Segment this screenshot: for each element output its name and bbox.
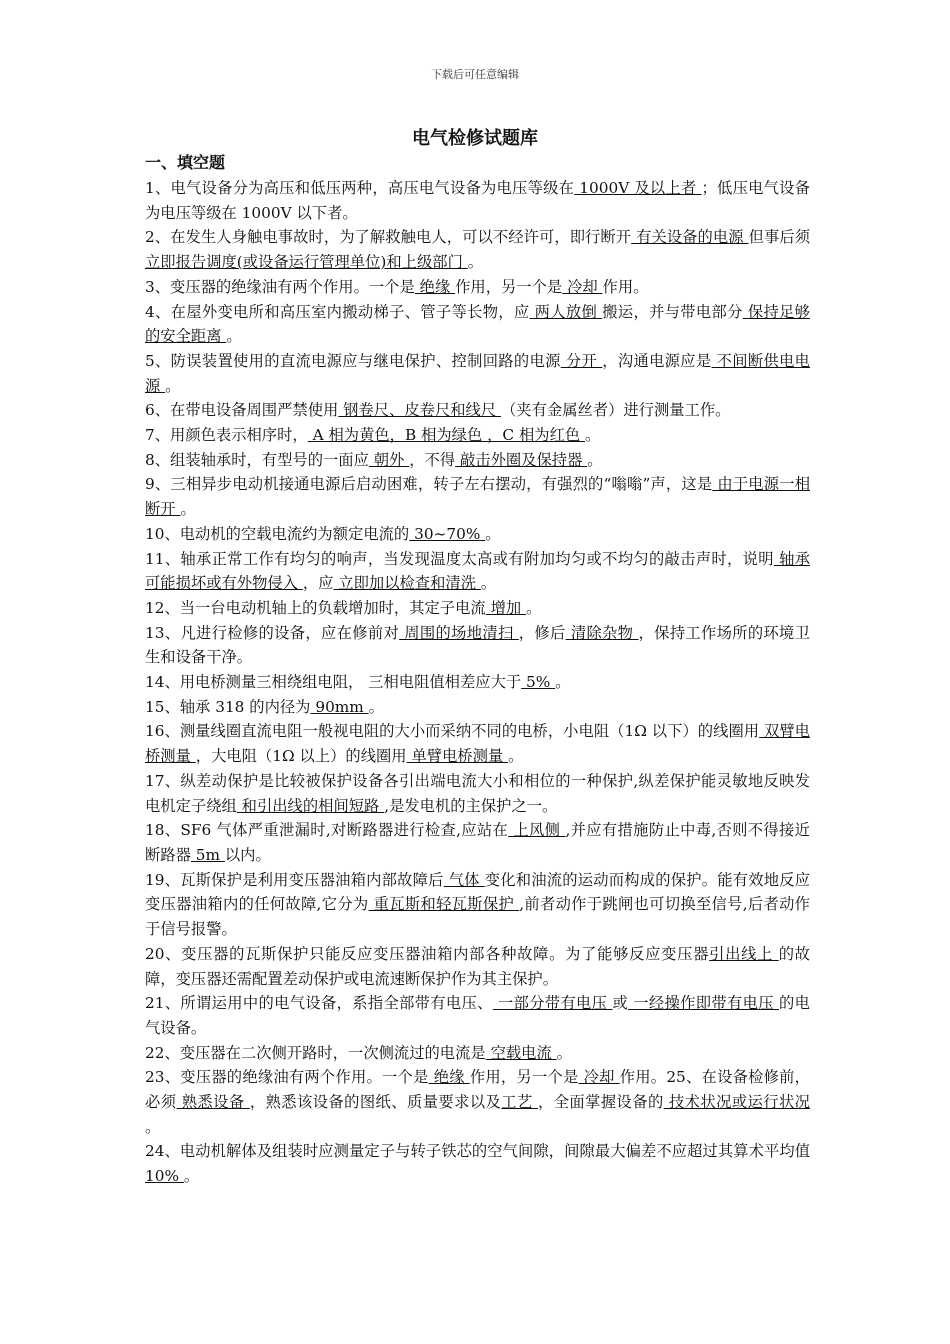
question-text: 14、用电桥测量三相绕组电阻， 三相电阻值相差应大于 [145,673,522,692]
question-text: 。 [585,426,601,445]
question-item [145,818,810,867]
question-text: 。 [368,697,384,716]
question-text: 的电气设备。 [145,994,810,1037]
question-text: ，大电阻（1Ω 以上）的线圈用 [195,747,407,766]
question-text: 作用，另一个是 [455,277,563,296]
answer-blank: 5m [190,845,225,864]
answer-blank: 气体 [443,870,485,889]
answer-blank: 1000V 及以上者 [574,179,702,197]
question-item [145,275,810,300]
answer-blank: 引出线上 [709,944,779,963]
section-heading: 一、填空题 [145,153,226,172]
question-text: 。 [467,253,484,272]
question-text: 20、变压器的瓦斯保护只能反应变压器油箱内部各种故障。为了能够反应变压器 [145,944,710,963]
question-text: 3、变压器的绝缘油有两个作用。一个是 [145,277,415,296]
question-text: 15、轴承 318 的内径为 [145,697,311,716]
answer-blank: 钢卷尺、皮卷尺和线尺 [338,401,501,420]
question-text: 。 [480,574,497,593]
question-text: 2、在发生人身触电事故时，为了解救触电人，可以不经许可，即行断开 [145,228,632,247]
answer-blank: 由于电源一相断开 [145,475,810,519]
question-text: 19、瓦斯保护是利用变压器油箱内部故障后 [145,870,444,889]
answer-blank: 工艺 [501,1093,538,1112]
question-text: 23、变压器的绝缘油有两个作用。一个是 [145,1068,429,1087]
answer-blank: 5% [521,673,556,692]
answer-blank: 熟悉设备 [176,1093,250,1112]
answer-blank: 朝外 [368,450,410,469]
answer-blank: 清除杂物 [565,623,639,642]
answer-blank: 30~70% [409,524,486,543]
question-text: 12、当一台电动机轴上的负载增加时，其定子电流 [145,598,486,617]
question-text: 作用。25、在设备检修前，必须 [145,1068,810,1112]
answer-blank: 有关设备的电源 [631,228,749,247]
answer-blank: 分开 [560,351,603,370]
question-text: 10、电动机的空载电流约为额定电流的 [145,524,410,543]
answer-blank: 单臂电桥测量 [406,747,509,766]
question-text: 。 [508,747,524,766]
question-text: ,是发电机的主保护之一。 [384,796,558,815]
question-text: 13、凡进行检修的设备，应在修前对 [145,623,400,642]
answer-blank: 空载电流 [485,1043,557,1062]
answer-blank: 绝缘 [428,1068,470,1087]
answer-blank: 10% [145,1167,184,1186]
question-text: 17、纵差动保护是比较被保护设备各引出端电流大小和相位的一种保护,纵差保护能灵敏地反映发电机定子绕组 [145,771,810,815]
question-text: 以内。 [224,845,271,864]
answer-blank: 冷却 [562,277,603,296]
question-text: 。 [145,1117,161,1136]
question-text: 7、用颜色表示相序时， [145,426,308,445]
question-text: ，不得 [409,450,456,469]
answer-blank: 上风侧 [508,821,566,840]
question-item [145,423,810,448]
question-text: 21、所谓运用中的电气设备，系指全部带有电压、 [145,994,493,1013]
answer-blank: 立即加以检查和清洗 [333,574,481,593]
question-item [145,176,810,225]
question-text: 24、电动机解体及组装时应测量定子与转子铁芯的空气间隙，间隙最大偏差不应超过其算术平均值 [145,1142,810,1161]
question-text: 。 [556,1043,572,1062]
question-text: 22、变压器在二次侧开路时，一次侧流过的电流是 [145,1043,486,1062]
question-text: 4、在屋外变电所和高压室内搬动梯子、管子等长物，应 [145,302,530,321]
question-text: 。 [183,1167,200,1186]
question-item [145,621,810,670]
question-text: 11、轴承正常工作有均匀的响声，当发现温度太高或有附加均匀或不均匀的敲击声时，说明 [145,549,774,568]
page-title: 电气检修试题库 [412,128,538,149]
answer-blank: 两人放倒 [529,302,603,321]
answer-blank: 周围的场地清扫 [399,623,519,642]
question-item [145,1065,810,1139]
question-text: ，保持工作场所的环境卫生和设备干净。 [145,623,810,667]
answer-blank: 轴承可能损坏或有外物侵入 [145,549,810,593]
question-item [145,398,810,423]
answer-blank: 双臂电桥测量 [145,722,810,766]
question-text: 。 [165,376,181,395]
question-item [145,991,810,1040]
question-item [145,300,810,349]
question-text: ,并应有措施防止中毒,否则不得接近断路器 [145,821,810,864]
answer-blank: 立即报告调度(或设备运行管理单位)和上级部门 [145,253,468,272]
answer-blank: 一经操作即带有电压 [628,994,780,1013]
answer-blank: 技术状况或运行状况 [663,1093,810,1112]
question-text: ，修后 [518,623,566,642]
question-text: 18、SF6 气体严重泄漏时,对断路器进行检查,应站在 [145,821,509,840]
answer-blank: 绝缘 [414,277,456,296]
answer-blank: 90mm [310,697,369,716]
question-text: 但事后须 [748,228,810,247]
page-header: 下载后可任意编辑 [431,68,519,81]
question-text: 或 [612,994,629,1013]
question-item [145,547,810,596]
question-item [145,670,810,695]
question-item [145,448,810,473]
question-text: 的故障，变压器还需配置差动保护或电流速断保护作为其主保护。 [145,944,810,988]
question-text: ,前者动作于跳闸也可切换至信号,后者动作于信号报警。 [145,895,810,939]
answer-blank: 保持足够的安全距离 [145,302,810,346]
question-item [145,225,810,274]
question-text: （夹有金属丝者）进行测量工作。 [501,401,731,420]
question-item [145,472,810,521]
answer-blank: 重瓦斯和轻瓦斯保护 [368,895,520,914]
question-item [145,522,810,547]
question-text: ；低压电气设备为电压等级在 1000V 以下者。 [145,179,810,222]
question-item [145,1139,810,1188]
question-text: 6、在带电设备周围严禁使用 [145,401,339,420]
question-text: 。 [180,500,196,519]
question-text: 作用。 [602,277,649,296]
question-text: ，应 [302,574,334,593]
question-text: 9、三相异步电动机接通电源后启动困难，转子左右摆动，有强烈的“嗡嗡”声，这是 [145,475,713,494]
question-text: ，沟通电源应是 [602,351,712,370]
question-item [145,942,810,991]
question-item [145,719,810,768]
question-item [145,349,810,398]
answer-blank: A 相为黄色，B 相为绿色 ，C 相为红色 [307,426,586,445]
question-item [145,868,810,942]
answer-blank: 一部分带有电压 [492,994,613,1013]
question-text: 。 [226,327,242,346]
question-item [145,596,810,621]
question-item [145,1041,810,1066]
question-text: ，全面掌握设备的 [537,1093,664,1112]
question-text: 搬运，并与带电部分 [602,302,743,321]
question-text: 5、防误装置使用的直流电源应与继电保护、控制回路的电源 [145,351,561,370]
question-text: 作用，另一个是 [469,1068,579,1087]
question-list [145,176,810,1189]
question-text: ，熟悉该设备的图纸、质量要求以及 [249,1093,502,1112]
question-text: 8、组装轴承时，有型号的一面应 [145,450,369,469]
question-text: 1、电气设备分为高压和低压两种，高压电气设备为电压等级在 [145,179,575,197]
question-item [145,769,810,818]
answer-blank: 冷却 [578,1068,620,1087]
answer-blank: 增加 [485,598,527,617]
question-text: 。 [555,673,571,692]
question-text: 。 [526,598,542,617]
answer-blank: 敲击外圈及保持器 [455,450,588,469]
question-text: 。 [485,524,501,543]
question-text: 。 [587,450,603,469]
answer-blank: 和引出线的相间短路 [236,796,385,815]
question-text: 变化和油流的运动而构成的保护。能有效地反应变压器油箱内的任何故障,它分为 [145,870,810,914]
question-text: 16、测量线圈直流电阻一般视电阻的大小而采纳不同的电桥，小电阻（1Ω 以下）的线圈用 [145,722,760,741]
answer-blank: 不间断供电电源 [145,351,810,395]
question-item [145,695,810,720]
